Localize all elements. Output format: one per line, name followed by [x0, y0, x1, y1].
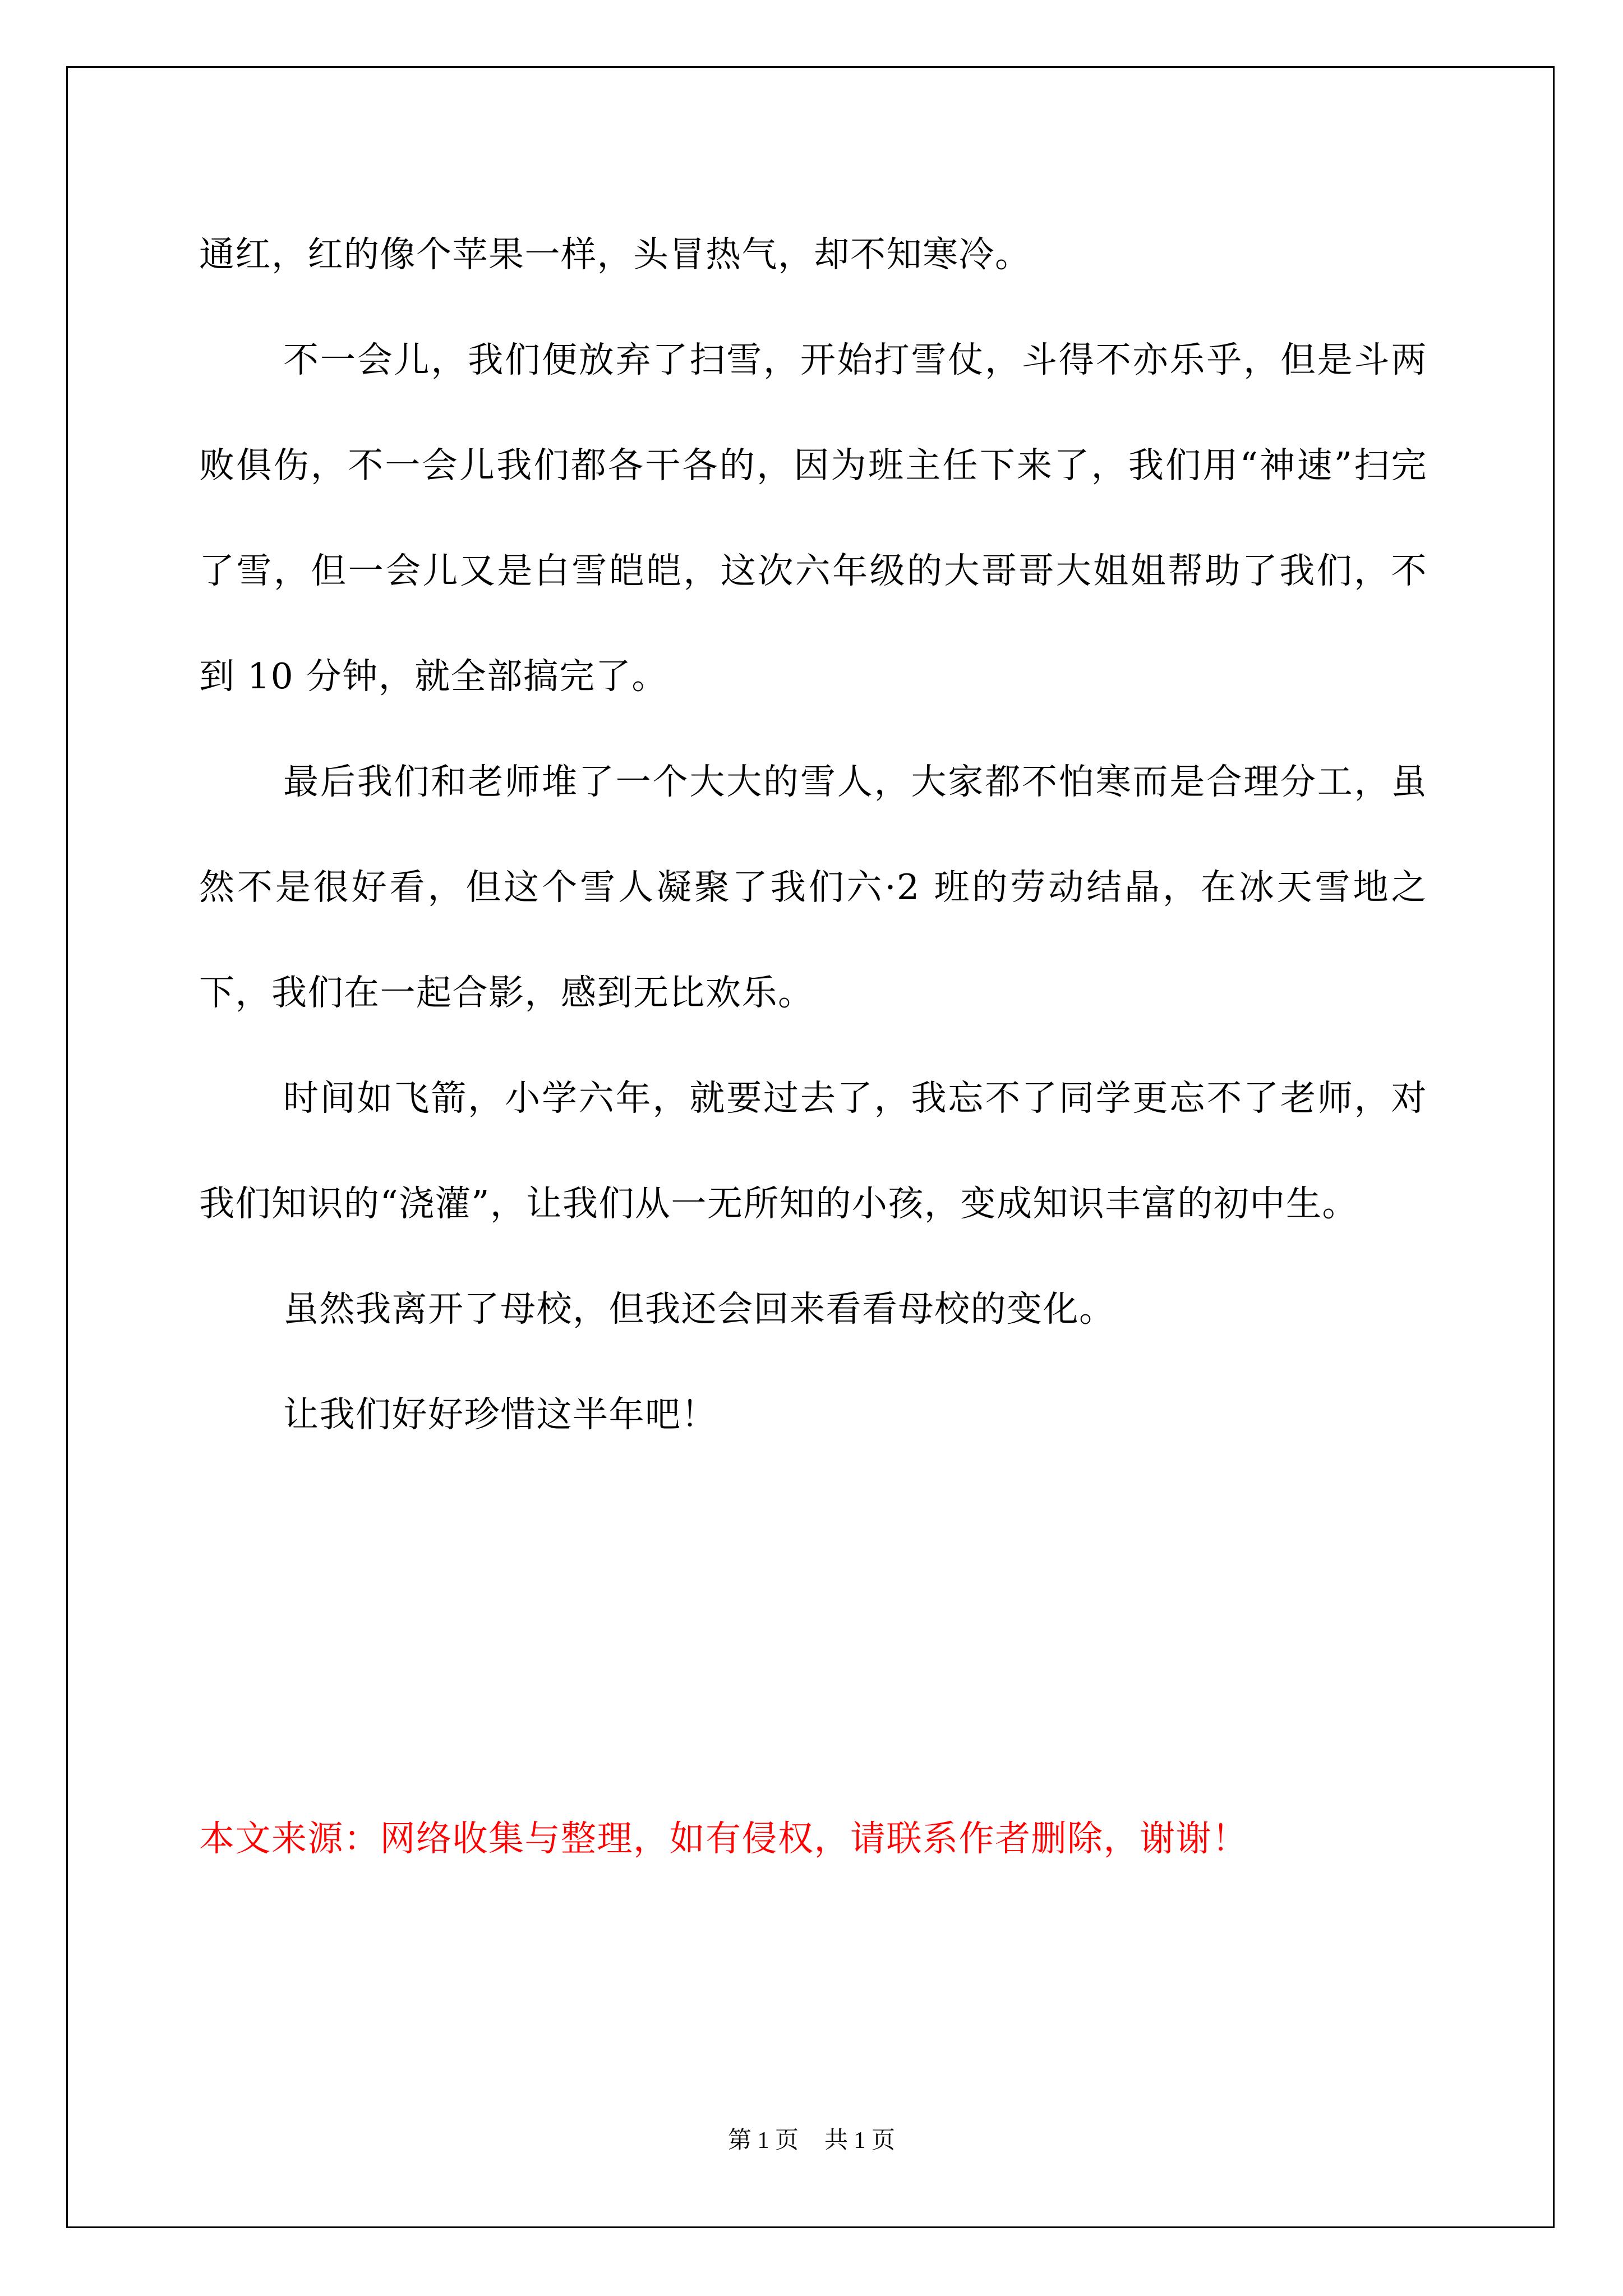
paragraph-1: 通红，红的像个苹果一样，头冒热气，却不知寒冷。	[199, 234, 1031, 275]
page-total: 共 1 页	[824, 2128, 896, 2154]
paragraph-2: 不一会儿，我们便放弃了扫雪，开始打雪仗，斗得不亦乐乎，但是斗两败俱伤，不一会儿我们都各干各的，因为班主任下来了，我们用“神速”扫完了雪，但一会儿又是白雪皑皑，这次六年级的大哥哥大姐姐帮助了我们，不到 10 分钟，就全部搞完了。	[199, 339, 1427, 697]
paragraph-3: 最后我们和老师堆了一个大大的雪人，大家都不怕寒而是合理分工，虽然不是很好看，但这个雪人凝聚了我们六·2 班的劳动结晶，在冰天雪地之下，我们在一起合影，感到无比欢乐。	[199, 761, 1427, 1013]
page-number: 第 1 页	[727, 2128, 799, 2154]
paragraph-4: 时间如飞箭，小学六年，就要过去了，我忘不了同学更忘不了老师，对我们知识的“浇灌”，让我们从一无所知的小孩，变成知识丰富的初中生。	[199, 1078, 1427, 1224]
source-disclaimer: 本文来源：网络收集与整理，如有侵权，请联系作者删除，谢谢！	[199, 1818, 1248, 1859]
document-body	[199, 202, 1427, 1467]
paragraph-6: 让我们好好珍惜这半年吧！	[283, 1394, 717, 1435]
paragraph-5: 虽然我离开了母校，但我还会回来看看母校的变化。	[283, 1289, 1115, 1329]
page-footer	[0, 2124, 1623, 2157]
